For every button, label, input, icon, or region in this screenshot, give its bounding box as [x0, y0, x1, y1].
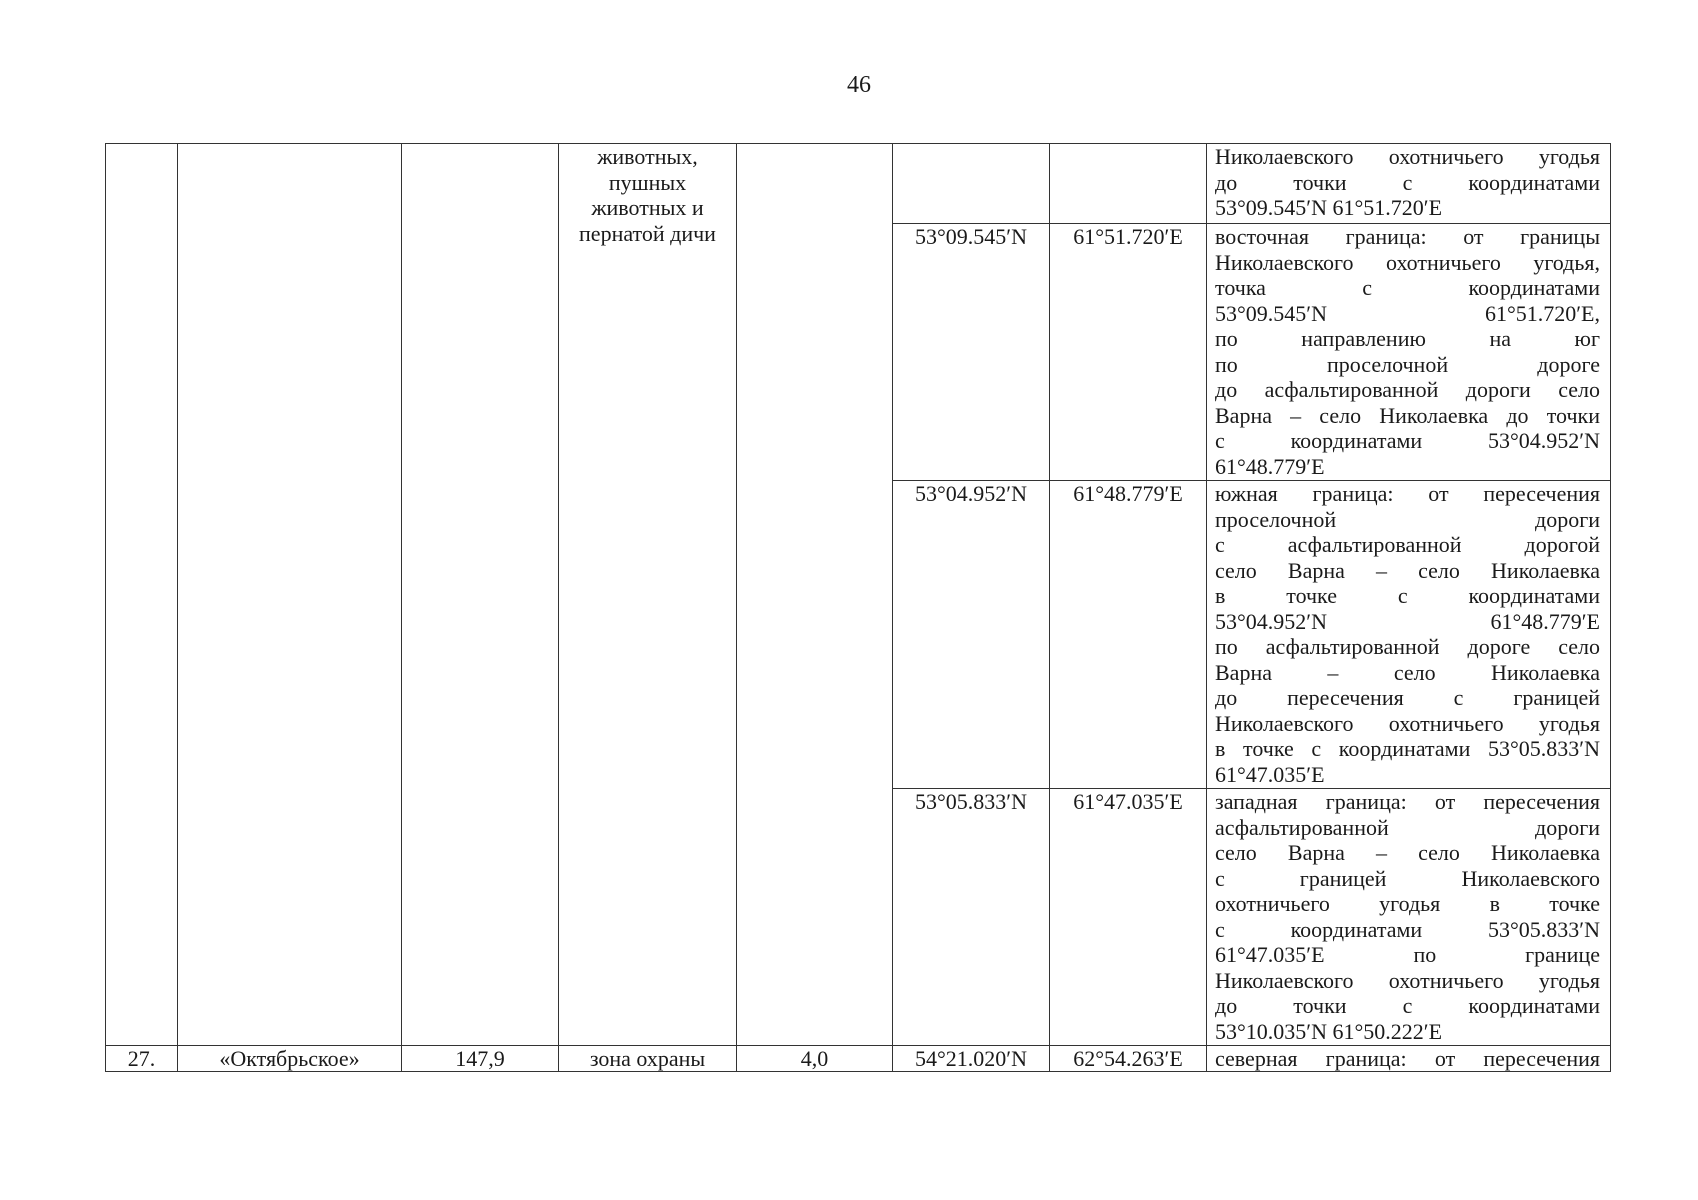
boundary-description [1207, 1046, 1611, 1072]
latitude-cell: 54°21.020′N [893, 1046, 1050, 1072]
description-line: с координатами 53°05.833′N [1215, 916, 1600, 942]
description-line: Варна – село Николаевка [1215, 659, 1600, 685]
longitude-cell: 61°48.779′E [1050, 481, 1207, 789]
description-line: асфальтированной дороги [1215, 814, 1600, 840]
description-line: в точке с координатами [1215, 583, 1600, 608]
description-line: Николаевского охотничьего угодья [1215, 144, 1600, 169]
boundaries-table [105, 143, 1611, 1072]
boundary-description [1207, 144, 1611, 224]
description-line: 61°47.035′E [1215, 761, 1325, 787]
boundary-description [1207, 789, 1611, 1046]
description-line: с границей Николаевского [1215, 865, 1600, 891]
description-line: Николаевского охотничьего угодья [1215, 967, 1600, 993]
description-line: западная граница: от пересечения [1215, 789, 1600, 814]
boundary-description [1207, 481, 1611, 789]
boundary-description [1207, 224, 1611, 481]
description-line: с координатами 53°04.952′N [1215, 428, 1600, 453]
kind-of-use-cell: животных, пушных животных и пернатой дичи [559, 144, 737, 1046]
description-line: Варна – село Николаевка до точки [1215, 402, 1600, 428]
zone-area-cell [737, 144, 893, 1046]
description-line: 53°10.035′N 61°50.222′E [1215, 1018, 1443, 1044]
description-line: 53°04.952′N 61°48.779′E [1215, 608, 1600, 634]
latitude-cell: 53°05.833′N [893, 789, 1050, 1046]
kind-of-use-cell: зона охраны [559, 1046, 737, 1072]
description-line: южная граница: от пересечения [1215, 481, 1600, 506]
description-line: охотничьего угодья в точке [1215, 891, 1600, 916]
description-line: по направлению на юг [1215, 326, 1600, 351]
description-line: 61°48.779′E [1215, 453, 1325, 479]
latitude-cell [893, 144, 1050, 224]
latitude-cell: 53°04.952′N [893, 481, 1050, 789]
table-row [106, 1046, 1611, 1072]
description-line: село Варна – село Николаевка [1215, 840, 1600, 865]
description-line: 53°09.545′N 61°51.720′E, [1215, 300, 1600, 326]
page-number: 46 [847, 72, 871, 98]
area-cell [402, 144, 559, 1046]
description-line: с асфальтированной дорогой [1215, 532, 1600, 557]
number-cell: 27. [106, 1046, 178, 1072]
description-line: Николаевского охотничьего угодья, [1215, 249, 1600, 275]
description-line: до пересечения с границей [1215, 685, 1600, 710]
description-line: 53°09.545′N 61°51.720′E [1215, 195, 1443, 220]
description-line: до точки с координатами [1215, 169, 1600, 195]
description-line: 61°47.035′E по границе [1215, 942, 1600, 967]
description-line: по асфальтированной дороге село [1215, 634, 1600, 659]
description-line: Николаевского охотничьего угодья [1215, 710, 1600, 736]
zone-area-cell: 4,0 [737, 1046, 893, 1072]
table-row [106, 144, 1611, 224]
name-cell [178, 144, 402, 1046]
description-line: восточная граница: от границы [1215, 224, 1600, 249]
name-cell: «Октябрьское» [178, 1046, 402, 1072]
description-line: до асфальтированной дороги село [1215, 377, 1600, 402]
description-line: в точке с координатами 53°05.833′N [1215, 736, 1600, 761]
description-line: село Варна – село Николаевка [1215, 557, 1600, 583]
longitude-cell: 62°54.263′E [1050, 1046, 1207, 1072]
longitude-cell: 61°51.720′E [1050, 224, 1207, 481]
number-cell [106, 144, 178, 1046]
description-line: северная граница: от пересечения [1215, 1046, 1600, 1071]
description-line: точка с координатами [1215, 275, 1600, 300]
latitude-cell: 53°09.545′N [893, 224, 1050, 481]
description-line: проселочной дороги [1215, 506, 1600, 532]
description-line: до точки с координатами [1215, 993, 1600, 1018]
area-cell: 147,9 [402, 1046, 559, 1072]
longitude-cell [1050, 144, 1207, 224]
description-line: по проселочной дороге [1215, 351, 1600, 377]
longitude-cell: 61°47.035′E [1050, 789, 1207, 1046]
